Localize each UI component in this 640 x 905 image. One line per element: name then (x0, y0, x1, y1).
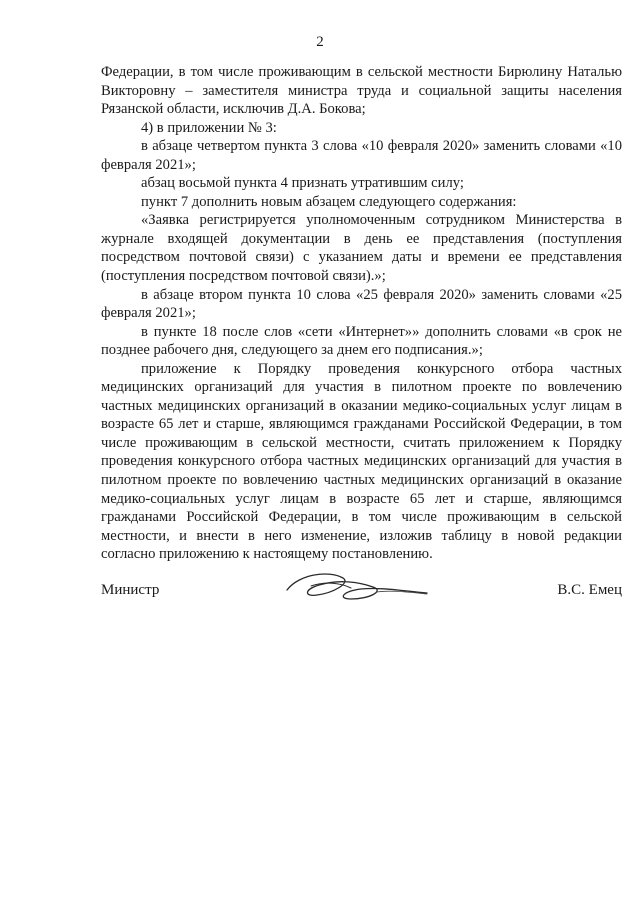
paragraph: «Заявка регистрируется уполномоченным сотрудником Министерства в журнале входящей документации в день ее представления (поступления посредством почтовой связи) с указанием даты и времени ее представления (поступления посредством почтовой связи).»; (101, 212, 622, 285)
signatory-title: Министр (101, 582, 160, 598)
paragraph: Федерации, в том числе проживающим в сельской местности Бирюлину Наталью Викторовну – заместителя министра труда и социальной защиты населения Рязанской области, исключив Д.А. Бокова; (101, 64, 622, 118)
handwritten-signature-icon (281, 566, 431, 610)
page-number: 2 (316, 34, 324, 50)
paragraph: пункт 7 дополнить новым абзацем следующего содержания: (141, 193, 517, 210)
signature-block (101, 566, 622, 616)
paragraph: 4) в приложении № 3: (141, 119, 277, 136)
paragraph: абзац восьмой пункта 4 признать утратившим силу; (141, 175, 464, 192)
paragraph: в абзаце втором пункта 10 слова «25 февраля 2020» заменить словами «25 февраля 2021»; (101, 286, 622, 322)
paragraph: в абзаце четвертом пункта 3 слова «10 февраля 2020» заменить словами «10 февраля 2021»; (101, 138, 622, 173)
document-body (101, 63, 622, 564)
paragraph: в пункте 18 после слов «сети «Интернет»» дополнить словами «в срок не позднее рабочего дня, следующего за днем его подписания.»; (101, 323, 622, 359)
signatory-name: В.С. Емец (557, 582, 622, 598)
paragraph: приложение к Порядку проведения конкурсного отбора частных медицинских организаций для участия в пилотном проекте по вовлечению частных медицинских организаций в оказании медико-социальных услуг лицам в возрасте 65 лет и старше, являющимся гражданами Российской Федерации, в том числе проживающим в сельской местности, считать приложением к Порядку проведения конкурсного отбора частных медицинских организаций для участия в пилотном проекте по вовлечению частных медицинских организаций в оказание медико-социальных услуг лицам в возрасте 65 лет и старше, являющимся гражданами Российской Федерации, в том числе проживающим в сельской местности, и внести в него изменение, изложив таблицу в новой редакции согласно приложению к настоящему постановлению. (101, 360, 622, 563)
